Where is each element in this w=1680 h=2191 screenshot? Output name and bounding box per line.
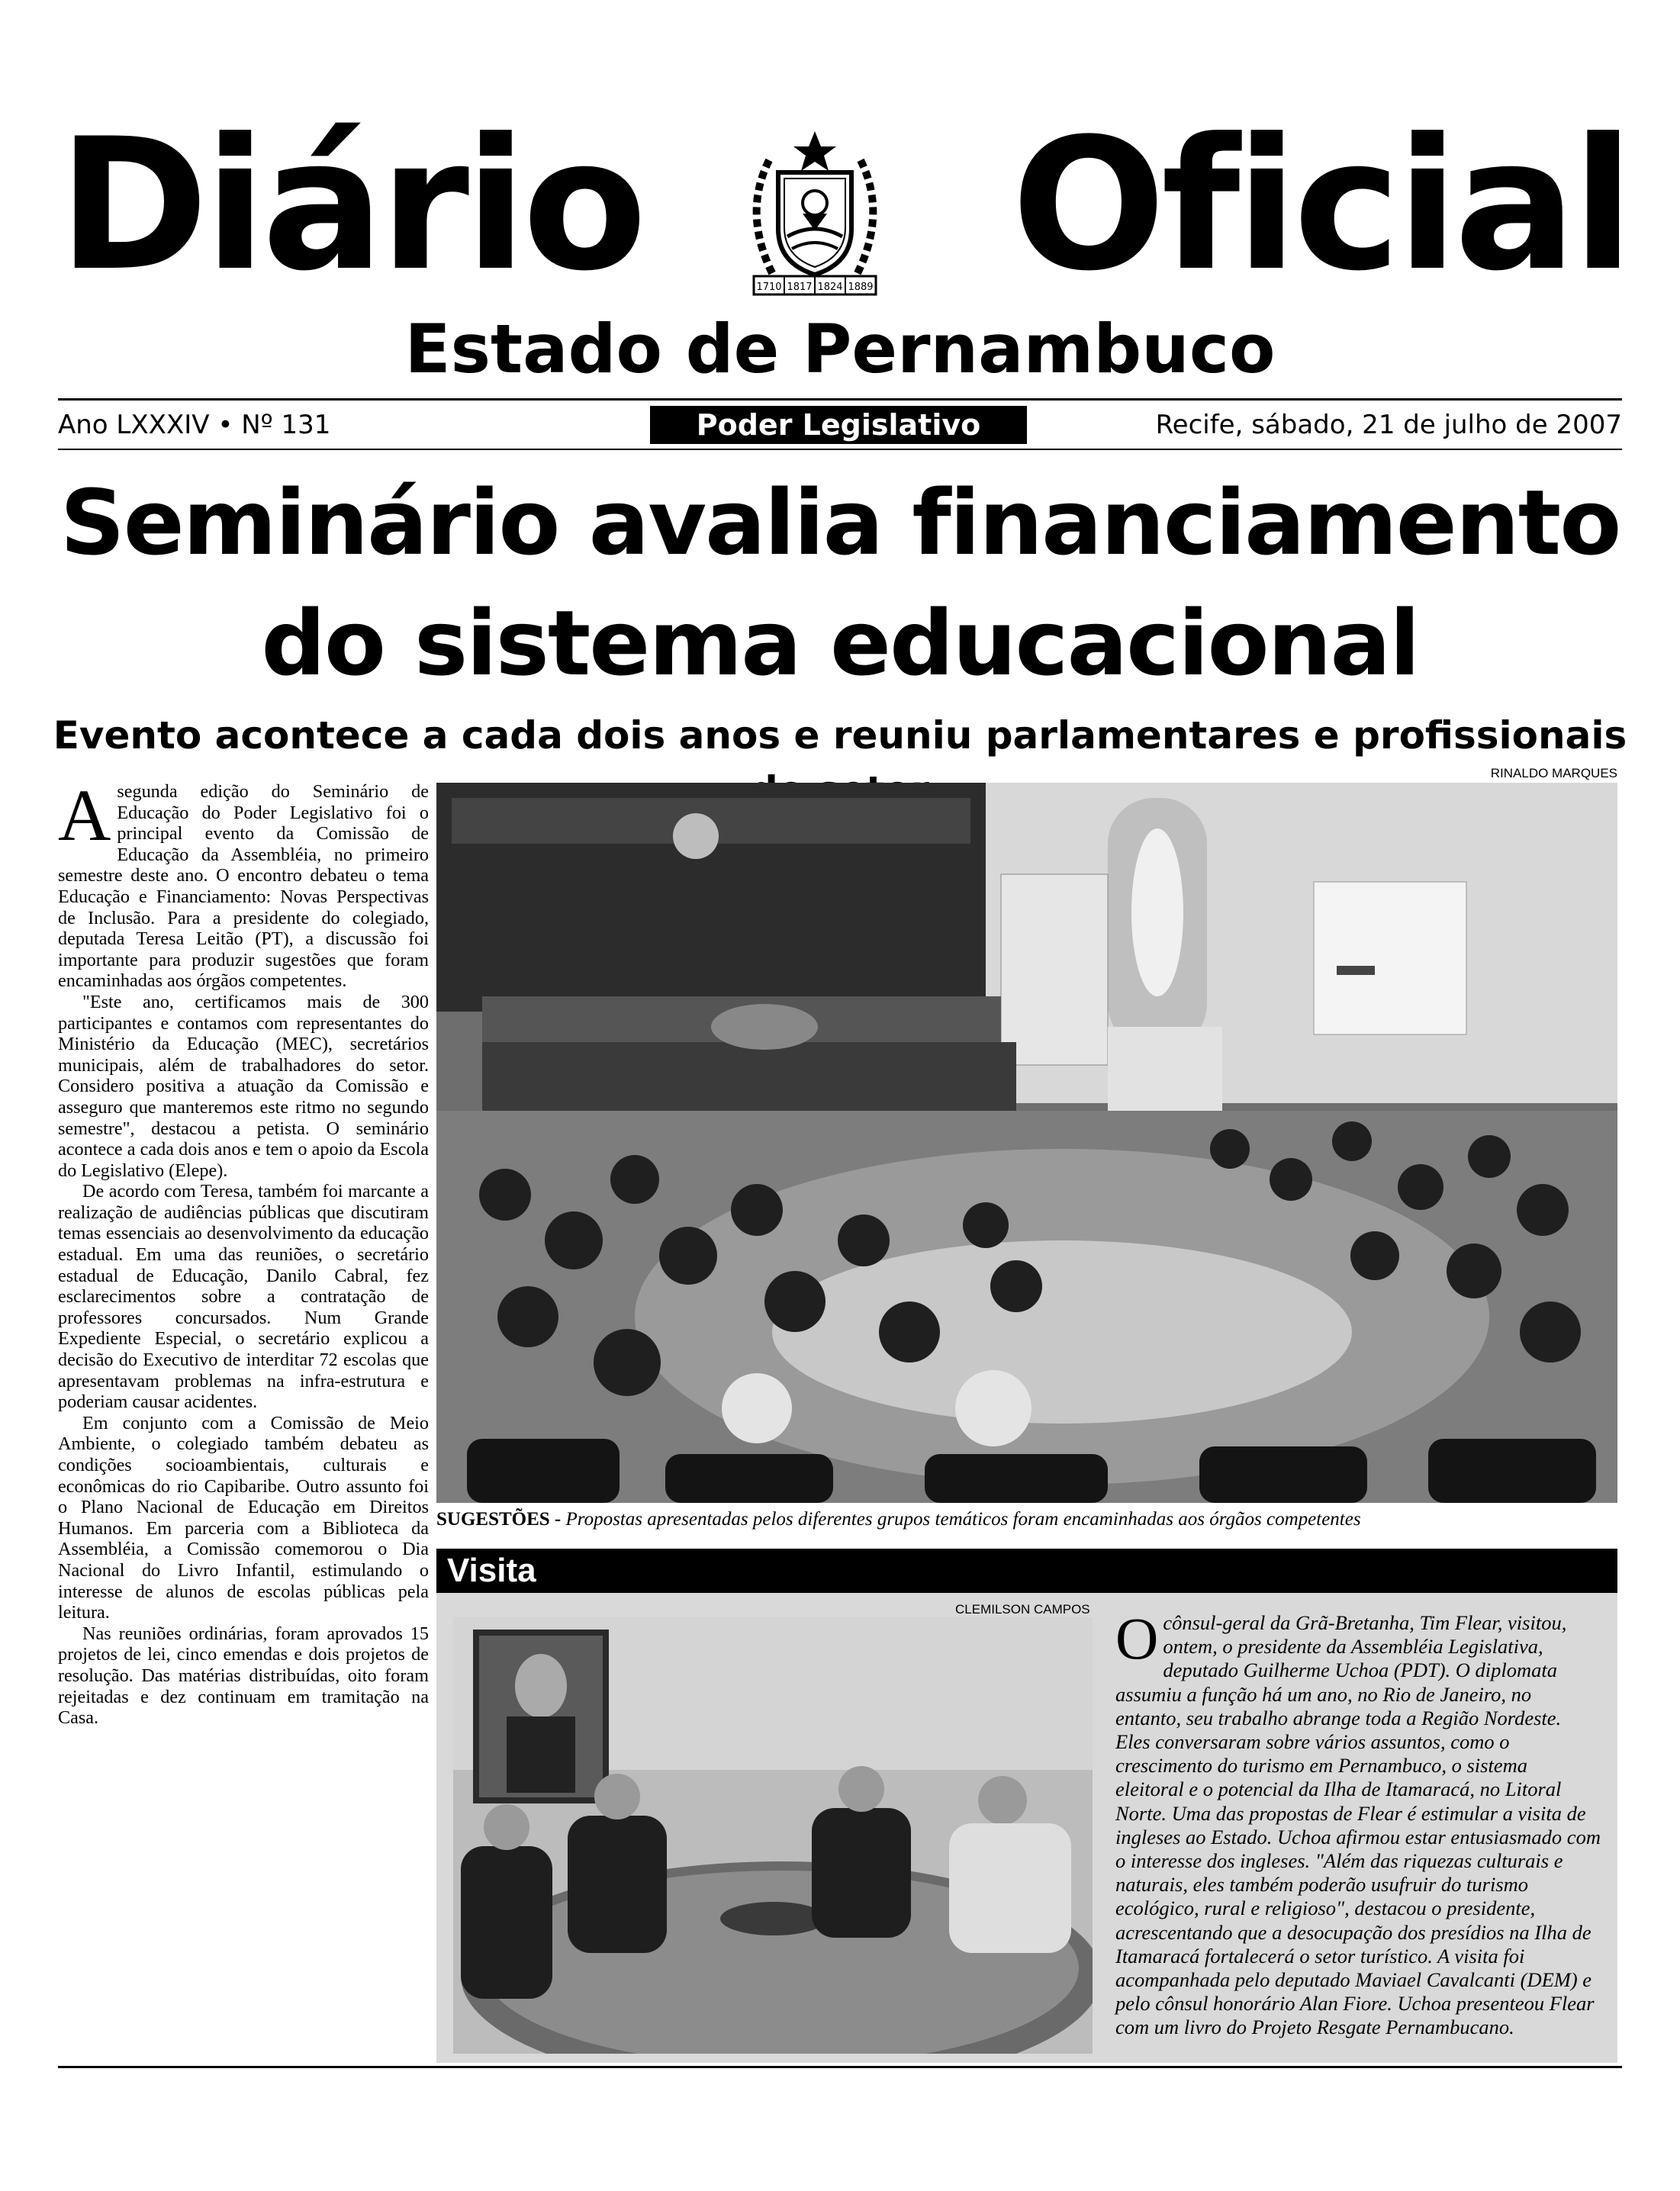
masthead-subtitle: Estado de Pernambuco xyxy=(404,310,1276,388)
lead-story-body xyxy=(58,774,429,1729)
visita-header-bar xyxy=(436,1549,1617,1593)
top-rule xyxy=(58,398,1622,401)
deck: Evento acontece a cada dois anos e reuniu parlamentares e profissionais xyxy=(53,713,1627,758)
seminar-photo xyxy=(436,783,1617,1503)
body-paragraph: Nas reuniões ordinárias, foram aprovados 15 projetos de lei, cinco emendas e dois projetos de resolução. Das matérias distribuídas, oito foram rejeitadas e dez continuam em tramitação na Casa. xyxy=(58,1623,429,1729)
seal-year-2: 1817 xyxy=(787,282,813,293)
masthead-title-right: Oficial xyxy=(1011,100,1630,311)
headline: Seminário avalia financiamento do sistema educacional xyxy=(60,470,1620,696)
visita-body: cônsul-geral da Grã-Bretanha, Tim Flear, visitou, ontem, o presidente da Assembléia Legislativa, deputado Guilherme Uchoa (PDT). O diplomata assumiu a função há um ano, no Rio de Janeiro, no entanto, seu trabalho abrange toda a Região Nordeste. Eles conversaram sobre vários assuntos, como o crescimento do turismo em Pernambuco, o sistema eleitoral e o potencial da Ilha de Itamaracá, no Litoral Norte. Uma das propostas de Flear é estimular a visita de ingleses ao Estado. Uchoa afirmou estar entusiasmado com o interesse dos ingleses. "Além das riquezas culturais e naturais, eles também poderão usufruir do turismo ecológico, rural e religioso", destacou o presidente, acrescentando que a desocupação dos presídios na Ilha de Itamaracá fortalecerá o setor turístico. A visita foi acompanhada pelo deputado Maviael Cavalcanti (DEM) e pelo cônsul honorário Alan Fiore. Uchoa presenteou Flear com um livro do Projeto Resgate Pernambucano. xyxy=(1115,1611,1601,2039)
visita-photo-credit: CLEMILSON CAMPOS xyxy=(955,1602,1090,1617)
masthead-title-left: Diário xyxy=(58,100,643,311)
body-paragraph: Em conjunto com a Comissão de Meio Ambiente, o colegiado também debateu as condições socioambientais, culturais e econômicas do rio Capibaribe. Outro assunto foi o Plano Nacional de Educação em Direitos Humanos. Em parceria com a Biblioteca da Assembléia, a Comissão comemorou o Dia Nacional do Livro Infantil, estimulando o interesse de alunos de escolas públicas pela leitura. xyxy=(58,1412,429,1623)
bottom-rule xyxy=(58,2066,1622,2068)
seal-year-4: 1889 xyxy=(848,282,874,293)
photo-caption xyxy=(436,1507,1617,1532)
seal-year-1: 1710 xyxy=(756,282,782,293)
state-seal-icon xyxy=(739,130,891,298)
seal-year-3: 1824 xyxy=(817,282,843,293)
body-paragraph: De acordo com Teresa, também foi marcante a realização de audiências públicas que discutiram temas essenciais ao desenvolvimento da educação estadual. Em uma das reuniões, o secretário estadual de Educação, Danilo Cabral, fez esclarecimentos sobre a contratação de professores concursados. Num Grande Expediente Especial, o secretário explicou a decisão do Executivo de interditar 72 escolas que apresentavam problemas na infra-estrutura e poderiam causar acidentes. xyxy=(58,1181,429,1413)
caption-lead: SUGESTÕES - xyxy=(436,1509,562,1530)
caption-text: Propostas apresentadas pelos diferentes grupos temáticos foram encaminhadas aos órgãos competentes xyxy=(565,1509,1361,1530)
dropcap: A xyxy=(58,774,111,856)
edition-rule xyxy=(58,449,1622,450)
body-paragraph: "Este ano, certificamos mais de 300 participantes e contamos com representantes do Ministério da Educação (MEC), secretários municipais, além de trabalhadores do setor. Considero positiva a atuação da Comissão e asseguro que manteremos este ritmo no segundo semestre", destacou a petista. O seminário acontece a cada dois anos e tem o apoio da Escola do Legislativo (Elepe). xyxy=(58,991,429,1181)
body-paragraph-text: segunda edição do Seminário de Educação do Poder Legislativo foi o principal evento da Comissão de Educação da Assembléia, no primeiro semestre deste ano. O encontro debateu o tema Educação e Financiamento: Novas Perspectivas de Inclusão. Para a presidente do colegiado, deputada Teresa Leitão (PT), a discussão foi importante para produzir sugestões que foram encaminhadas aos órgãos competentes. xyxy=(58,781,429,992)
visita-dropcap: O xyxy=(1115,1605,1159,1671)
section-label: Poder Legislativo xyxy=(650,406,1027,444)
edition-number: Ano LXXXIV • Nº 131 xyxy=(58,410,331,440)
visita-text xyxy=(1115,1605,1601,2040)
body-paragraph xyxy=(58,774,429,992)
visita-title: Visita xyxy=(447,1552,536,1589)
photo-credit: RINALDO MARQUES xyxy=(1490,766,1617,780)
visit-photo xyxy=(453,1617,1093,2054)
dateline: Recife, sábado, 21 de julho de 2007 xyxy=(1155,410,1622,440)
